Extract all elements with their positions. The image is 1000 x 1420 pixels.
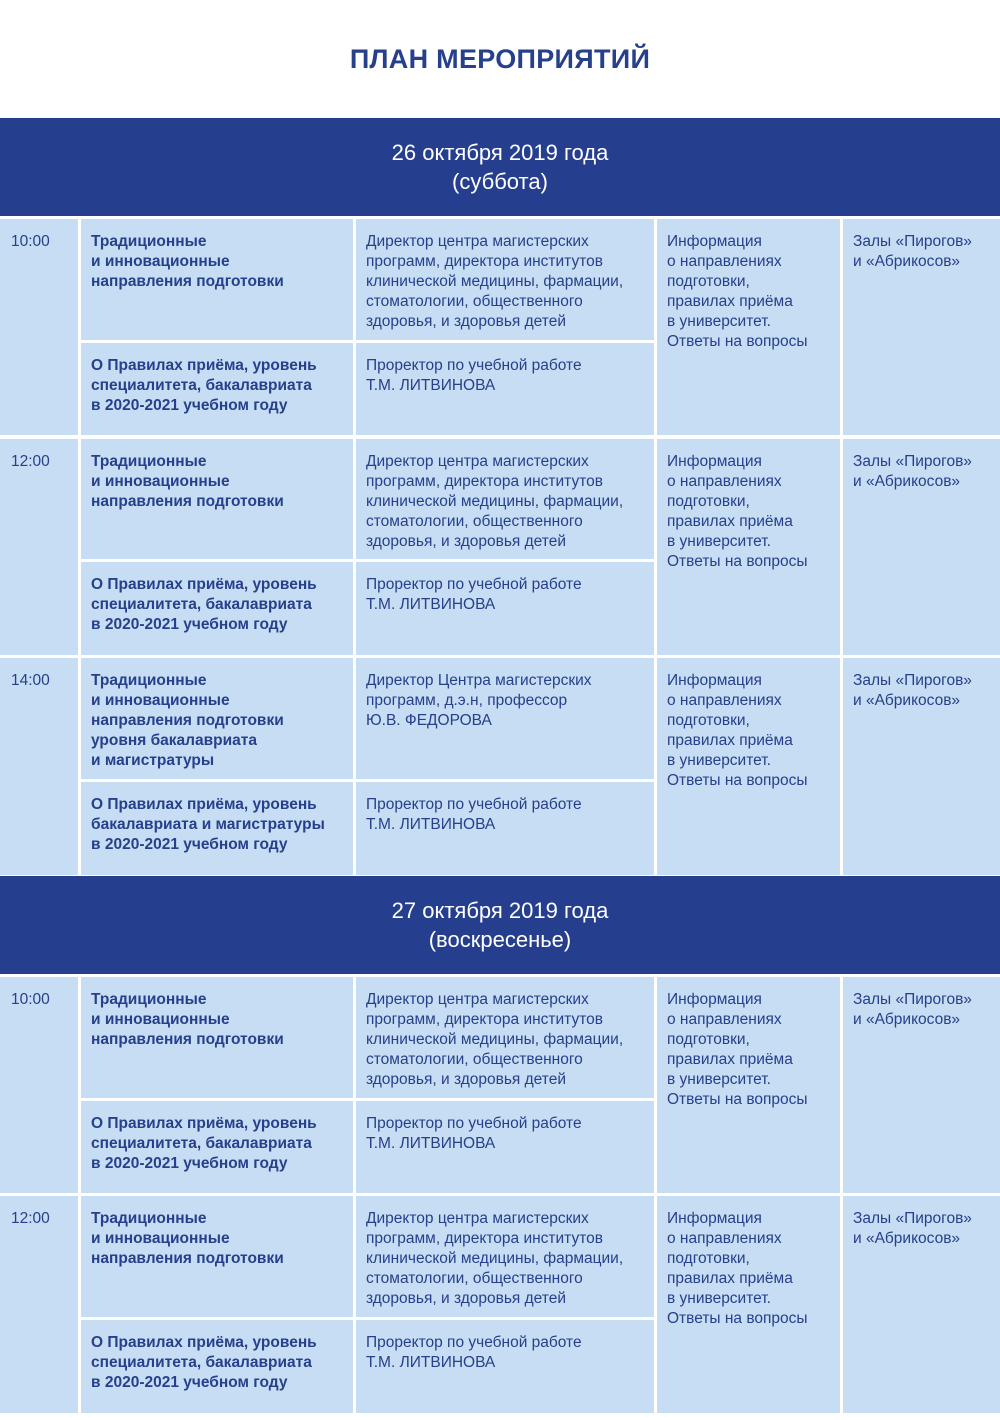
session-hall: Залы «Пирогов» и «Абрикосов»: [843, 219, 1000, 435]
session-topic: О Правилах приёма, уровень специалитета, бакалавриата в 2020-2021 учебном году: [81, 1101, 353, 1193]
session-hall: Залы «Пирогов» и «Абрикосов»: [843, 1196, 1000, 1413]
day-weekday: (воскресенье): [428, 927, 572, 952]
session-topic: О Правилах приёма, уровень специалитета, бакалавриата в 2020-2021 учебном году: [81, 1320, 353, 1413]
session-speaker: Проректор по учебной работе Т.М. ЛИТВИНОВА: [356, 782, 654, 875]
session-hall: Залы «Пирогов» и «Абрикосов»: [843, 439, 1000, 655]
session-block: [0, 219, 1000, 435]
page-title: ПЛАН МЕРОПРИЯТИЙ: [349, 44, 651, 74]
session-speaker: Проректор по учебной работе Т.М. ЛИТВИНОВА: [356, 1320, 654, 1413]
session-block: [0, 1196, 1000, 1413]
day-header-2: [0, 876, 1000, 974]
session-speaker: Директор Центра магистерских программ, д.э.н, профессор Ю.В. ФЕДОРОВА: [356, 658, 654, 779]
session-speaker: Директор центра магистерских программ, директора институтов клинической медицины, фармации, стоматологии, общественного здоровья, и здоровья детей: [356, 219, 654, 340]
session-speaker: Проректор по учебной работе Т.М. ЛИТВИНОВА: [356, 562, 654, 655]
session-time: 12:00: [0, 1196, 78, 1413]
session-topic: Традиционные и инновационные направления подготовки уровня бакалавриата и магистратуры: [81, 658, 353, 779]
session-speaker: Проректор по учебной работе Т.М. ЛИТВИНОВА: [356, 343, 654, 435]
session-time: 12:00: [0, 439, 78, 655]
session-topic: Традиционные и инновационные направления подготовки: [81, 219, 353, 340]
session-time: 10:00: [0, 219, 78, 435]
session-hall: Залы «Пирогов» и «Абрикосов»: [843, 977, 1000, 1193]
day-header-1: [0, 118, 1000, 216]
day-date: 26 октября 2019 года: [391, 140, 609, 165]
session-info: Информация о направлениях подготовки, правилах приёма в университет. Ответы на вопросы: [657, 658, 840, 875]
session-info: Информация о направлениях подготовки, правилах приёма в университет. Ответы на вопросы: [657, 1196, 840, 1413]
session-speaker: Директор центра магистерских программ, директора институтов клинической медицины, фармации, стоматологии, общественного здоровья, и здоровья детей: [356, 977, 654, 1098]
session-block: [0, 977, 1000, 1193]
session-info: Информация о направлениях подготовки, правилах приёма в университет. Ответы на вопросы: [657, 439, 840, 655]
day-date: 27 октября 2019 года: [391, 898, 609, 923]
session-time: 14:00: [0, 658, 78, 875]
session-info: Информация о направлениях подготовки, правилах приёма в университет. Ответы на вопросы: [657, 219, 840, 435]
session-block: [0, 439, 1000, 655]
session-topic: О Правилах приёма, уровень бакалавриата и магистратуры в 2020-2021 учебном году: [81, 782, 353, 875]
day-weekday: (суббота): [452, 169, 548, 194]
session-topic: Традиционные и инновационные направления подготовки: [81, 977, 353, 1098]
session-block: [0, 658, 1000, 875]
session-speaker: Директор центра магистерских программ, директора институтов клинической медицины, фармации, стоматологии, общественного здоровья, и здоровья детей: [356, 1196, 654, 1317]
session-hall: Залы «Пирогов» и «Абрикосов»: [843, 658, 1000, 875]
session-topic: О Правилах приёма, уровень специалитета, бакалавриата в 2020-2021 учебном году: [81, 343, 353, 435]
session-info: Информация о направлениях подготовки, правилах приёма в университет. Ответы на вопросы: [657, 977, 840, 1193]
session-speaker: Проректор по учебной работе Т.М. ЛИТВИНОВА: [356, 1101, 654, 1193]
session-topic: Традиционные и инновационные направления подготовки: [81, 439, 353, 559]
session-topic: О Правилах приёма, уровень специалитета, бакалавриата в 2020-2021 учебном году: [81, 562, 353, 655]
session-speaker: Директор центра магистерских программ, директора институтов клинической медицины, фармации, стоматологии, общественного здоровья, и здоровья детей: [356, 439, 654, 559]
session-topic: Традиционные и инновационные направления подготовки: [81, 1196, 353, 1317]
session-time: 10:00: [0, 977, 78, 1193]
